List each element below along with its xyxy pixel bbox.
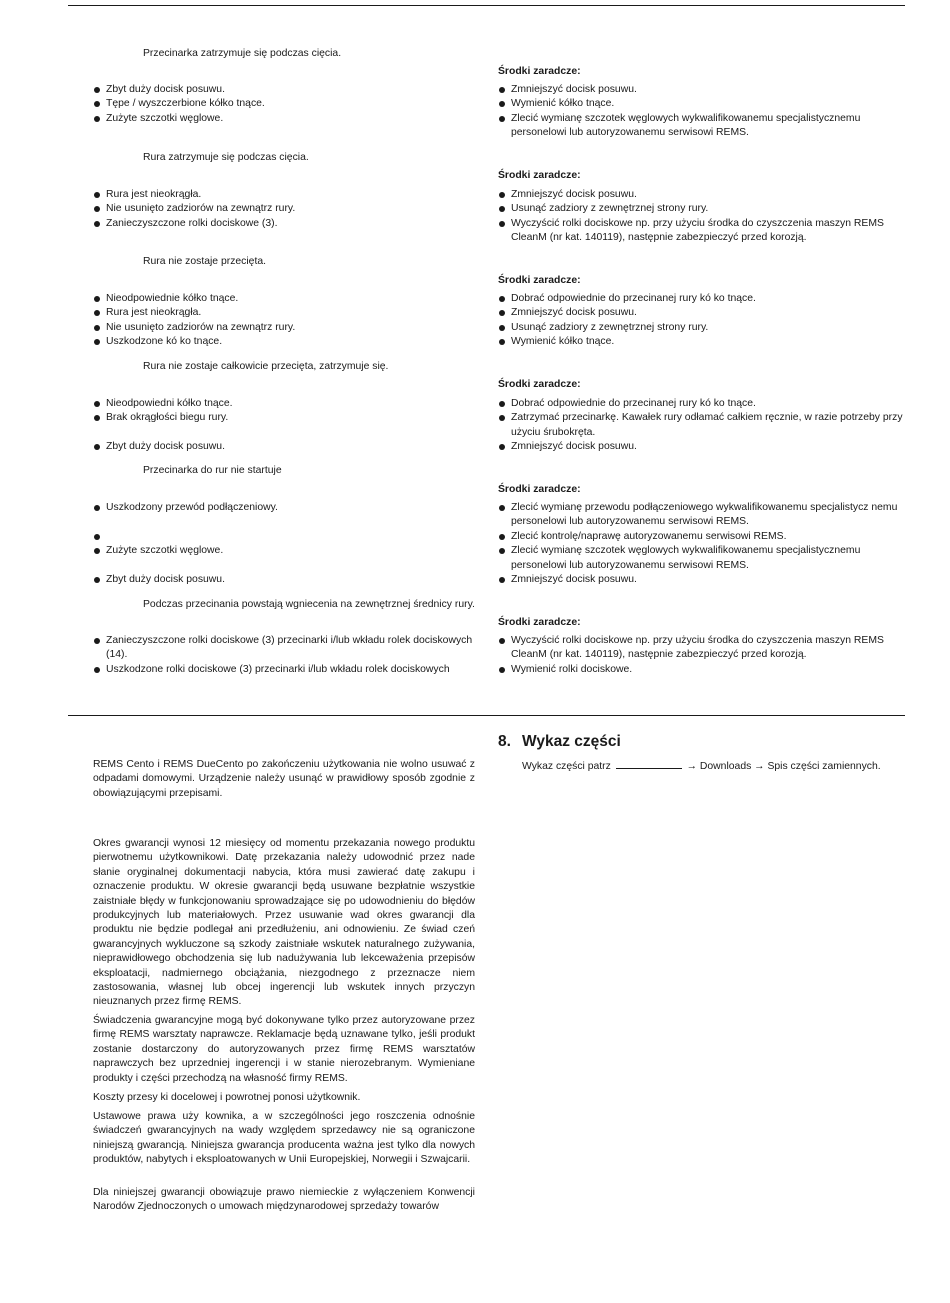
cause-list [93, 501, 493, 587]
remedy-list [498, 501, 908, 587]
cause-item: Uszkodzone kó ko tnące. [93, 335, 493, 349]
cause-item: Zużyte szczotki węglowe. [93, 112, 493, 126]
remedy-item: Zatrzymać przecinarkę. Kawałek rury odłamać całkiem ręcznie, w razie potrzeby przy użyciu śrubokręta. [498, 411, 908, 440]
remedy-item: Wymienić kółko tnące. [498, 97, 908, 111]
parts-heading-title: Wykaz części [522, 733, 621, 750]
remedy-item: Wyczyścić rolki dociskowe np. przy użyciu środka do czyszczenia maszyn REMS CleanM (nr kat. 140119), następnie zabezpieczyć przed korozją. [498, 634, 908, 663]
parts-text-before: Wykaz części patrz [522, 761, 611, 772]
remedy-item: Zmniejszyć docisk posuwu. [498, 573, 908, 587]
remedy-label: Środki zaradcze: [498, 617, 581, 628]
cause-item: Nieodpowiednie kółko tnące. [93, 292, 493, 306]
remedy-list [498, 292, 908, 350]
remedy-label: Środki zaradcze: [498, 275, 581, 286]
warranty-paragraph: Świadczenia gwarancyjne mogą być dokonywane tylko przez autoryzowane przez firmę REMS warsztaty naprawcze. Reklamacje będą uznawane tylko, jeśli produkt zostanie dostarczony do autoryzowanych przez firmę REMS warsztatów naprawczych bez uprzedniej ingerencji i w stanie nierozebranym. Wymieniane produkty i części przechodzą na własność firmy REMS. [93, 1015, 475, 1084]
cause-item: Zanieczyszczone rolki dociskowe (3) przecinarki i/lub wkładu rolek dociskowych (14). [93, 634, 478, 663]
section-rule [68, 715, 905, 716]
section-heading: Przecinarka zatrzymuje się podczas cięcia. [143, 48, 342, 59]
cause-item: Nieodpowiedni kółko tnące. [93, 397, 493, 411]
remedy-label: Środki zaradcze: [498, 484, 581, 495]
section-heading: Rura nie zostaje całkowicie przecięta, zatrzymuje się. [143, 361, 389, 372]
cause-list [93, 634, 478, 677]
section-heading: Rura nie zostaje przecięta. [143, 256, 267, 267]
section-heading: Rura zatrzymuje się podczas cięcia. [143, 152, 309, 163]
remedy-item: Dobrać odpowiednie do przecinanej rury kó ko tnące. [498, 397, 908, 411]
section-heading: Przecinarka do rur nie startuje [143, 465, 282, 476]
parts-heading-number: 8. [498, 733, 511, 750]
remedy-item: Zlecić wymianę przewodu podłączeniowego wykwalifikowanemu specjalistycz nemu personelowi lub autoryzowanemu serwisowi REMS. [498, 501, 908, 530]
cause-item: Uszkodzone rolki dociskowe (3) przecinarki i/lub wkładu rolek dociskowych [93, 663, 478, 677]
remedy-list [498, 188, 908, 246]
remedy-item: Zlecić wymianę szczotek węglowych wykwalifikowanemu specjalistycznemu personelowi lub autoryzowanemu serwisowi REMS. [498, 112, 908, 141]
cause-item: Zbyt duży docisk posuwu. [93, 83, 493, 97]
remedy-item: Usunąć zadziory z zewnętrznej strony rury. [498, 202, 908, 216]
remedy-item: Wyczyścić rolki dociskowe np. przy użyciu środka do czyszczenia maszyn REMS CleanM (nr kat. 140119), następnie zabezpieczyć przed korozją. [498, 217, 908, 246]
cause-item: Zanieczyszczone rolki dociskowe (3). [93, 217, 493, 231]
section-heading: Podczas przecinania powstają wgniecenia na zewnętrznej średnicy rury. [143, 599, 475, 610]
remedy-item: Wymienić rolki dociskowe. [498, 663, 908, 677]
remedy-item: Zmniejszyć docisk posuwu. [498, 188, 908, 202]
remedy-item: Zlecić kontrolę/naprawę autoryzowanemu serwisowi REMS. [498, 530, 908, 544]
remedy-label: Środki zaradcze: [498, 379, 581, 390]
cause-item: Zbyt duży docisk posuwu. [93, 440, 493, 454]
cause-item: Rura jest nieokrągła. [93, 306, 493, 320]
cause-item: Zużyte szczotki węglowe. [93, 544, 493, 558]
remedy-item: Zmniejszyć docisk posuwu. [498, 440, 908, 454]
remedy-item: Dobrać odpowiednie do przecinanej rury kó ko tnące. [498, 292, 908, 306]
remedy-label: Środki zaradcze: [498, 66, 581, 77]
remedy-item: Wymienić kółko tnące. [498, 335, 908, 349]
warranty-paragraph: Dla niniejszej gwarancji obowiązuje prawo niemieckie z wyłączeniem Konwencji Narodów Zjednoczonych o umowach międzynarodowej sprzedaży towarów [93, 1187, 475, 1213]
parts-text-after: → Downloads → Spis części zamiennych. [686, 761, 881, 772]
top-rule [68, 5, 905, 6]
remedy-item: Zmniejszyć docisk posuwu. [498, 306, 908, 320]
cause-list [93, 397, 493, 455]
cause-list [93, 83, 493, 126]
disposal-paragraph: REMS Cento i REMS DueCento po zakończeniu użytkowania nie wolno usuwać z odpadami domowymi. Urządzenie należy usunąć w prawidłowy sposób zgodnie z obowiązującymi przepisami. [93, 759, 475, 799]
warranty-paragraph: Okres gwarancji wynosi 12 miesięcy od momentu przekazania nowego produktu pierwotnemu użytkownikowi. Datę przekazania należy udowodnić przez nade słanie oryginalnej dokumentacji nabycia, która musi zawierać datę zakupu i oznaczenie produktu. W okresie gwarancji będą usuwane bezpłatnie wszystkie zaistniałe błędy w funkcjonowaniu sprowadzające się po udowodnieniu do błędów produkcyjnych lub materiałowych. Przez usuwanie wad okres gwarancji dla produktu nie będzie podlegał ani przedłużeniu, ani odnowieniu. Ze świad czeń gwarancyjnych wykluczone są szkody zaistniałe wskutek naturalnego zużywania, nieprawidłowego obchodzenia się lub nadużywania lub lekceważenia przepisów eksploatacji, nadmiernego obciążania, niezgodnego z przeznacze niem zastosowania, własnej lub obcej ingerencji lub wskutek innych przyczyn nieuznanych przez firmę REMS. [93, 838, 475, 1008]
parts-heading [498, 732, 621, 752]
cause-list [93, 292, 493, 350]
remedy-list [498, 634, 908, 677]
cause-item: Nie usunięto zadziorów na zewnątrz rury. [93, 202, 493, 216]
warranty-paragraph: Ustawowe prawa uży kownika, a w szczególności jego roszczenia odnośnie świadczeń gwarancyjnych na wady względem sprzedawcy nie są ograniczone niniejszą gwarancją. Niniejsza gwarancja producenta ważna jest tylko dla nowych produktów, nabytych i eksploatowanych w Unii Europejskiej, Norwegii i Szwajcarii. [93, 1111, 475, 1166]
warranty-paragraph: Koszty przesy ki docelowej i powrotnej ponosi użytkownik. [93, 1092, 361, 1103]
cause-item: Nie usunięto zadziorów na zewnątrz rury. [93, 321, 493, 335]
remedy-label: Środki zaradcze: [498, 170, 581, 181]
cause-item: Zbyt duży docisk posuwu. [93, 573, 493, 587]
parts-link-blank [616, 758, 682, 769]
cause-item: Rura jest nieokrągła. [93, 188, 493, 202]
remedy-list [498, 83, 908, 141]
remedy-item: Usunąć zadziory z zewnętrznej strony rury. [498, 321, 908, 335]
cause-item [93, 530, 493, 544]
parts-text [522, 758, 881, 774]
cause-item: Tępe / wyszczerbione kółko tnące. [93, 97, 493, 111]
cause-item: Uszkodzony przewód podłączeniowy. [93, 501, 493, 515]
cause-item: Brak okrągłości biegu rury. [93, 411, 493, 425]
remedy-item: Zmniejszyć docisk posuwu. [498, 83, 908, 97]
remedy-item: Zlecić wymianę szczotek węglowych wykwalifikowanemu specjalistycznemu personelowi lub autoryzowanemu serwisowi REMS. [498, 544, 908, 573]
cause-list [93, 188, 493, 231]
remedy-list [498, 397, 908, 455]
